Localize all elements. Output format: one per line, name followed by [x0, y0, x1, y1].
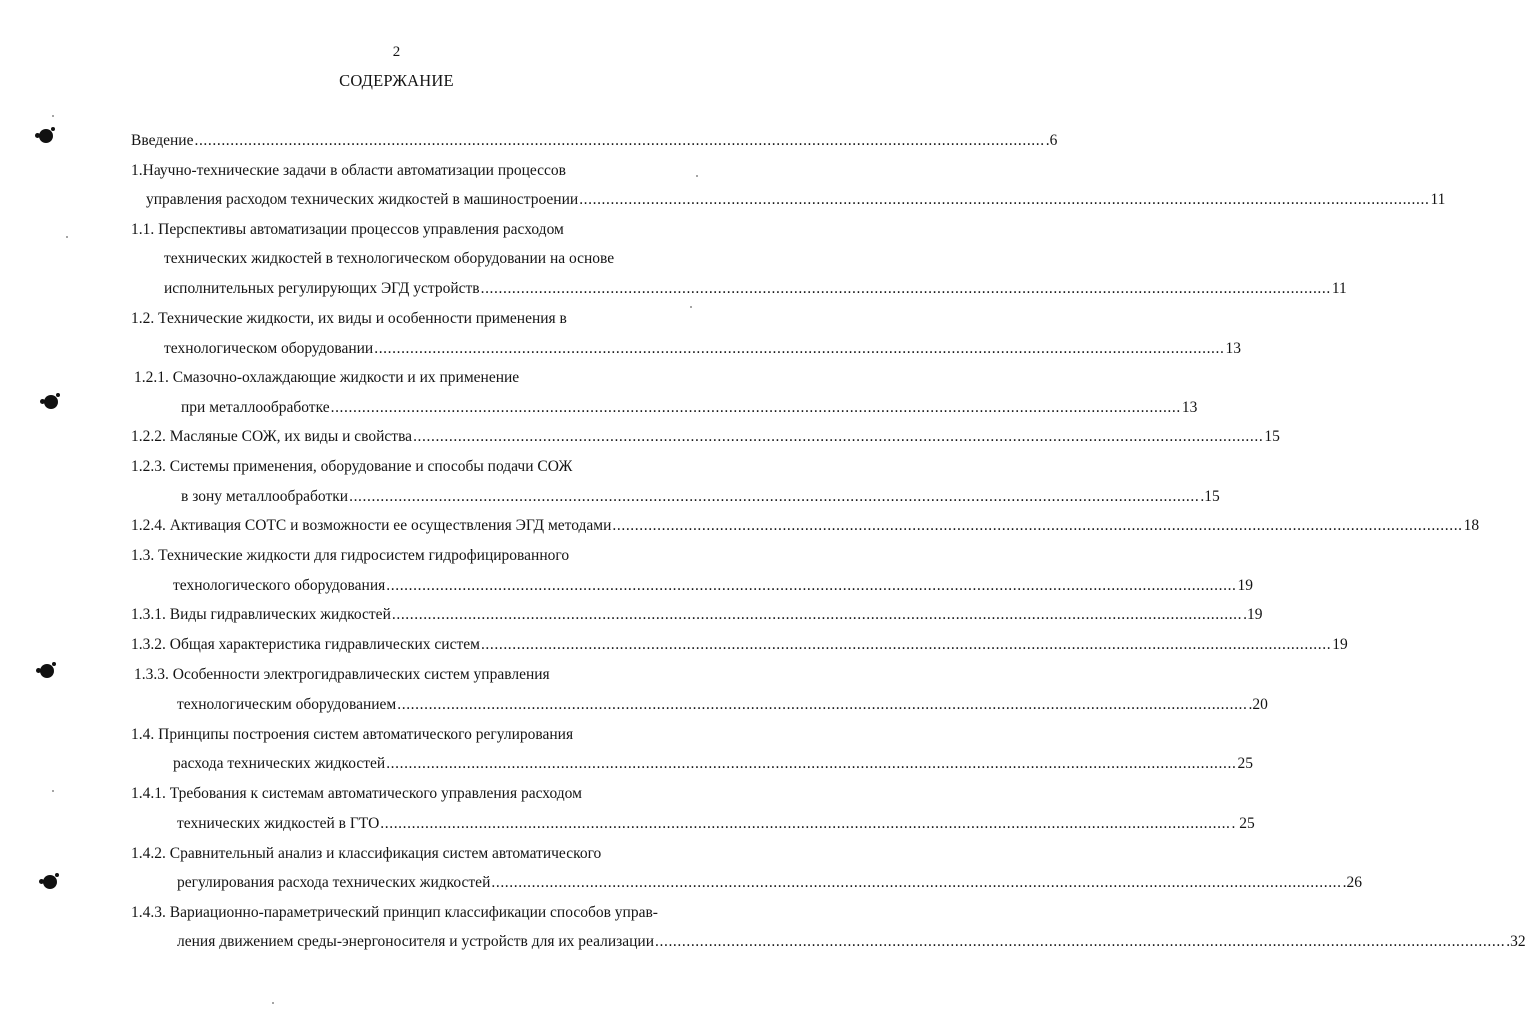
- toc-entry-1-4-cont[interactable]: [173, 753, 1253, 775]
- toc-entry-1-4-3-cont[interactable]: [177, 931, 1526, 953]
- toc-leader: ..............................................................................................................................................................................................: [579, 191, 1430, 208]
- scan-speck: [272, 1002, 274, 1004]
- toc-entry-text: технических жидкостей в технологическом оборудовании на основе: [164, 250, 615, 267]
- toc-entry-text: при металлообработке: [181, 399, 330, 416]
- toc-leader: ..............................................................................................................................................................................................: [397, 696, 1248, 713]
- toc-entry-page: . 25: [1231, 815, 1255, 832]
- binding-hole-mark: [44, 395, 58, 409]
- page-title: СОДЕРЖАНИЕ: [339, 71, 454, 90]
- toc-entry-text: 1.3. Технические жидкости для гидросистем гидрофицированного: [131, 547, 570, 564]
- toc-entry-1-2-3[interactable]: [131, 456, 572, 478]
- toc-entry-page: 13: [1181, 399, 1198, 416]
- toc-entry-text: 1.2.2. Масляные СОЖ, их виды и свойства: [131, 428, 413, 445]
- toc-entry-page: .15: [1200, 488, 1220, 505]
- scan-speck: [52, 790, 54, 792]
- toc-entry-1-3-3-cont[interactable]: [177, 694, 1268, 716]
- toc-entry-1-3-3[interactable]: [134, 664, 550, 686]
- toc-entry-chapter-1-cont[interactable]: [146, 189, 1446, 211]
- toc-leader: ..............................................................................................................................................................................................: [386, 755, 1237, 772]
- toc-entry-text: 1.Научно-технические задачи в области автоматизации процессов: [131, 162, 566, 179]
- toc-entry-1-4-1[interactable]: [131, 783, 582, 805]
- toc-entry-1-3-2[interactable]: [131, 634, 1348, 656]
- scan-speck: [52, 115, 54, 117]
- toc-entry-1-2-cont[interactable]: [164, 338, 1241, 360]
- toc-entry-text: технологического оборудования: [173, 577, 386, 594]
- toc-entry-1-2-1-cont[interactable]: [181, 397, 1198, 419]
- toc-leader: ..............................................................................................................................................................................................: [194, 132, 1045, 149]
- toc-entry-text: управления расходом технических жидкостей в машиностроении: [146, 191, 579, 208]
- toc-entry-text: 1.4.2. Сравнительный анализ и классификация систем автоматического: [131, 845, 602, 862]
- toc-entry-page: .20: [1248, 696, 1268, 713]
- toc-entry-page: 15: [1264, 428, 1280, 445]
- toc-leader: ..............................................................................................................................................................................................: [413, 428, 1264, 445]
- toc-entry-1-4-3[interactable]: [131, 902, 658, 924]
- toc-leader: ..............................................................................................................................................................................................: [391, 606, 1243, 623]
- toc-leader: ..............................................................................................................................................................................................: [380, 815, 1231, 832]
- toc-entry-1-2-4[interactable]: [131, 515, 1480, 537]
- toc-entry-1-4-1-cont[interactable]: [177, 813, 1255, 835]
- toc-entry-text: Введение: [131, 132, 194, 149]
- toc-leader: ..............................................................................................................................................................................................: [480, 280, 1331, 297]
- toc-entry-introduction[interactable]: [131, 130, 1058, 152]
- toc-leader: ..............................................................................................................................................................................................: [612, 517, 1463, 534]
- toc-leader: ..............................................................................................................................................................................................: [491, 874, 1342, 891]
- toc-entry-text: технологическом оборудовании: [164, 340, 374, 357]
- toc-entry-page: .26: [1342, 874, 1362, 891]
- page-number: 2: [392, 44, 401, 60]
- toc-entry-1-4-2-cont[interactable]: [177, 872, 1362, 894]
- toc-entry-text: 1.2.4. Активация СОТС и возможности ее осуществления ЭГД методами: [131, 517, 612, 534]
- toc-entry-text: 1.2. Технические жидкости, их виды и особенности применения в: [131, 310, 567, 327]
- toc-leader: ..............................................................................................................................................................................................: [349, 488, 1200, 505]
- toc-leader: ..............................................................................................................................................................................................: [386, 577, 1237, 594]
- toc-entry-text: 1.3.3. Особенности электрогидравлических систем управления: [134, 666, 550, 683]
- toc-entry-text: технических жидкостей в ГТО: [177, 815, 380, 832]
- toc-entry-text: 1.1. Перспективы автоматизации процессов управления расходом: [131, 221, 564, 238]
- toc-entry-page: 19: [1332, 636, 1348, 653]
- toc-entry-1-2-2[interactable]: [131, 426, 1280, 448]
- toc-leader: ..............................................................................................................................................................................................: [480, 636, 1332, 653]
- toc-entry-1-4[interactable]: [131, 724, 573, 746]
- toc-entry-text: исполнительных регулирующих ЭГД устройств: [164, 280, 480, 297]
- binding-hole-mark: [40, 664, 54, 678]
- toc-entry-text: 1.3.2. Общая характеристика гидравлических систем: [131, 636, 480, 653]
- toc-entry-page: 11: [1331, 280, 1347, 297]
- toc-entry-text: 1.4. Принципы построения систем автоматического регулирования: [131, 726, 574, 743]
- toc-leader: ..............................................................................................................................................................................................: [374, 340, 1225, 357]
- toc-entry-1-2-1[interactable]: [134, 367, 519, 389]
- toc-entry-page: .19: [1243, 606, 1263, 623]
- scan-speck: [690, 306, 692, 308]
- toc-entry-1-1-cont[interactable]: [164, 248, 614, 270]
- toc-entry-text: в зону металлообработки: [181, 488, 349, 505]
- binding-hole-mark: [43, 875, 57, 889]
- toc-entry-1-3-cont[interactable]: [173, 575, 1254, 597]
- toc-entry-page: 18: [1463, 517, 1480, 534]
- binding-hole-mark: [39, 129, 53, 143]
- toc-entry-page: 25: [1237, 755, 1253, 772]
- toc-entry-1-1-cont2[interactable]: [164, 278, 1347, 300]
- toc-entry-chapter-1[interactable]: [131, 160, 566, 182]
- toc-entry-text: 1.4.3. Вариационно-параметрический принцип классификации способов управ-: [131, 904, 658, 921]
- toc-entry-text: расхода технических жидкостей: [173, 755, 386, 772]
- toc-entry-page: 13: [1225, 340, 1241, 357]
- toc-entry-text: технологическим оборудованием: [177, 696, 397, 713]
- toc-entry-text: ления движением среды-энергоносителя и устройств для их реализации: [177, 933, 655, 950]
- scan-speck: [696, 175, 698, 177]
- toc-entry-1-2[interactable]: [131, 308, 567, 330]
- toc-entry-1-3-1[interactable]: [131, 604, 1263, 626]
- toc-entry-page: .6: [1045, 132, 1058, 149]
- toc-leader: ..............................................................................................................................................................................................: [330, 399, 1181, 416]
- toc-entry-page: 11: [1430, 191, 1446, 208]
- toc-entry-1-3[interactable]: [131, 545, 569, 567]
- toc-entry-text: 1.2.3. Системы применения, оборудование и способы подачи СОЖ: [131, 458, 573, 475]
- toc-entry-1-4-2[interactable]: [131, 843, 601, 865]
- toc-entry-1-2-3-cont[interactable]: [181, 486, 1220, 508]
- toc-entry-text: регулирования расхода технических жидкостей: [177, 874, 491, 891]
- scan-speck: [66, 236, 68, 238]
- toc-entry-text: 1.4.1. Требования к системам автоматического управления расходом: [131, 785, 582, 802]
- toc-entry-text: 1.2.1. Смазочно-охлаждающие жидкости и их применение: [134, 369, 520, 386]
- toc-entry-page: .32: [1506, 933, 1526, 950]
- toc-entry-text: 1.3.1. Виды гидравлических жидкостей: [131, 606, 391, 623]
- toc-entry-page: 19: [1237, 577, 1254, 594]
- toc-entry-1-1[interactable]: [131, 219, 564, 241]
- toc-leader: ..............................................................................................................................................................................................: [655, 933, 1506, 950]
